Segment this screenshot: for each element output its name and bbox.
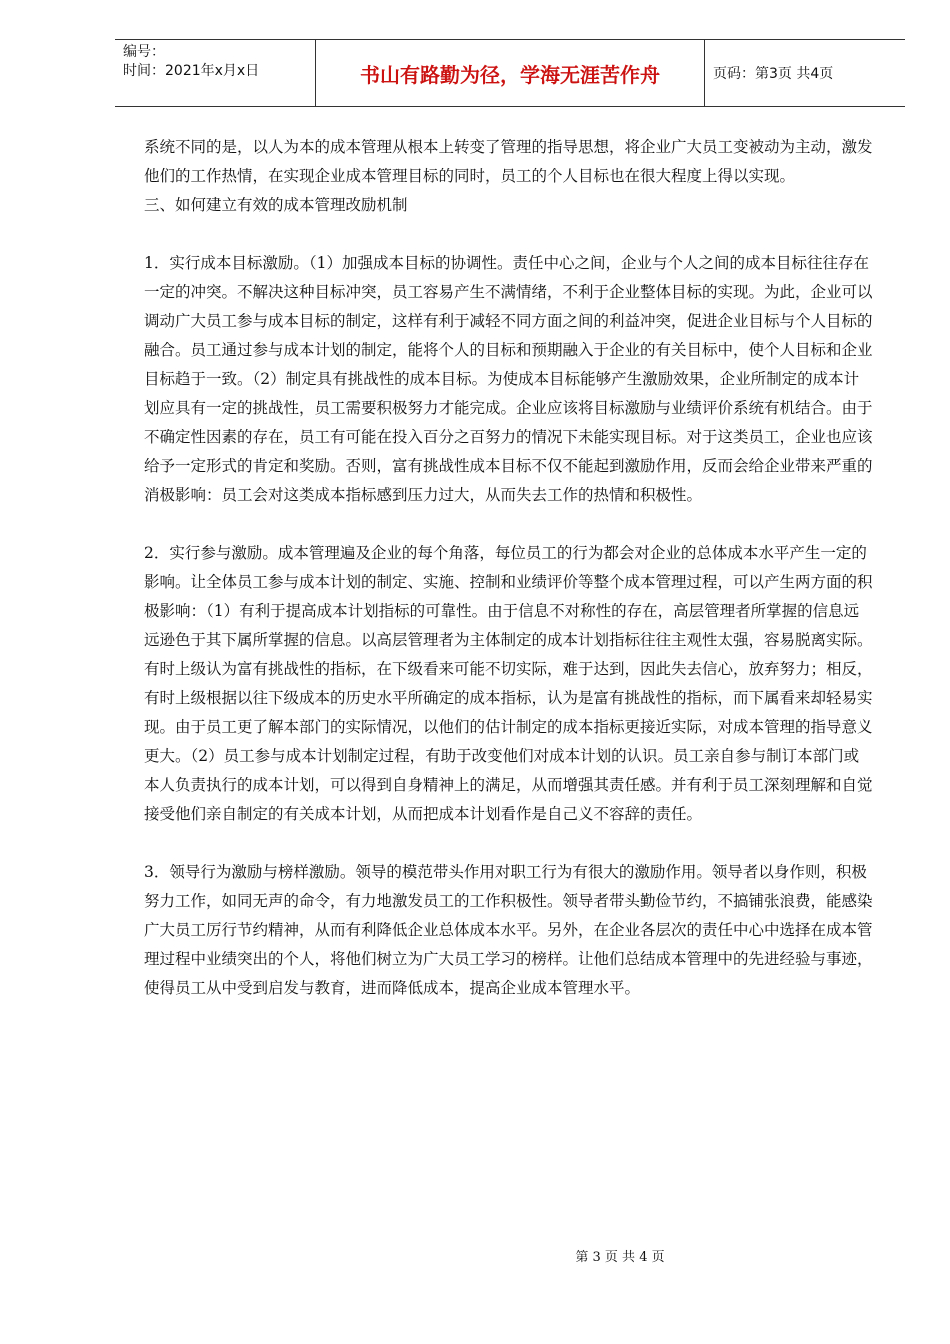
intro-paragraph: 系统不同的是，以人为本的成本管理从根本上转变了管理的指导思想，将企业广大员工变被动为主动，激发他们的工作热情，在实现企业成本管理目标的同时，员工的个人目标也在很大程度上得以实现。 xyxy=(144,138,873,185)
page-footer: 第 3 页 共 4 页 xyxy=(575,1250,665,1265)
document-body xyxy=(144,133,874,1003)
paragraph-gap xyxy=(144,510,874,539)
paragraph-gap xyxy=(144,829,874,858)
page-header xyxy=(115,39,905,107)
header-meta xyxy=(115,40,315,106)
paragraph-cost-target-incentive: 1．实行成本目标激励。（1）加强成本目标的协调性。责任中心之间，企业与个人之间的成本目标往往存在一定的冲突。不解决这种目标冲突，员工容易产生不满情绪，不利于企业整体目标的实现。为此，企业可以调动广大员工参与成本目标的制定，这样有利于减轻不同方面之间的利益冲突，促进企业目标与个人目标的融合。员工通过参与成本计划的制定，能将个人的目标和预期融入于企业的有关目标中，使个人目标和企业目标趋于一致。（2）制定具有挑战性的成本目标。为使成本目标能够产生激励效果，企业所制定的成本计划应具有一定的挑战性，员工需要积极努力才能完成。企业应该将目标激励与业绩评价系统有机结合。由于不确定性因素的存在，员工有可能在投入百分之百努力的情况下未能实现目标。对于这类员工，企业也应该给予一定形式的肯定和奖励。否则，富有挑战性成本目标不仅不能起到激励作用，反而会给企业带来严重的消极影响：员工会对这类成本指标感到压力过大，从而失去工作的热情和积极性。 xyxy=(144,254,873,504)
paragraph-leadership-incentive: 3．领导行为激励与榜样激励。领导的模范带头作用对职工行为有很大的激励作用。领导者以身作则，积极努力工作，如同无声的命令，有力地激发员工的工作积极性。领导者带头勤俭节约，不搞铺张浪费，能感染广大员工厉行节约精神，从而有利降低企业总体成本水平。另外，在企业各层次的责任中心中选择在成本管理过程中业绩突出的个人，将他们树立为广大员工学习的榜样。让他们总结成本管理中的先进经验与事迹，使得员工从中受到启发与教育，进而降低成本，提高企业成本管理水平。 xyxy=(144,863,873,997)
section-heading: 三、如何建立有效的成本管理改励机制 xyxy=(144,196,408,214)
paragraph-gap xyxy=(144,220,874,249)
document-number-label: 编号： xyxy=(123,44,165,60)
paragraph-participation-incentive: 2．实行参与激励。成本管理遍及企业的每个角落，每位员工的行为都会对企业的总体成本水平产生一定的影响。让全体员工参与成本计划的制定、实施、控制和业绩评价等整个成本管理过程，可以产生两方面的积极影响：（1）有利于提高成本计划指标的可靠性。由于信息不对称性的存在，高层管理者所掌握的信息远远逊色于其下属所掌握的信息。以高层管理者为主体制定的成本计划指标往往主观性太强，容易脱离实际。有时上级认为富有挑战性的指标，在下级看来可能不切实际，难于达到，因此失去信心，放弃努力；相反，有时上级根据以往下级成本的历史水平所确定的成本指标，认为是富有挑战性的指标，而下属看来却轻易实现。由于员工更了解本部门的实际情况，以他们的估计制定的成本指标更接近实际，对成本管理的指导意义更大。（2）员工参与成本计划制定过程，有助于改变他们对成本计划的认识。员工亲自参与制订本部门或本人负责执行的成本计划，可以得到自身精神上的满足，从而增强其责任感。并有利于员工深刻理解和自觉接受他们亲自制定的有关成本计划，从而把成本计划看作是自己义不容辞的责任。 xyxy=(144,544,873,823)
header-motto: 书山有路勤为径，学海无涯苦作舟 xyxy=(315,40,705,106)
document-time-label: 时间：2021年x月x日 xyxy=(123,63,260,79)
header-page-info: 页码：第3页 共4页 xyxy=(713,66,834,82)
